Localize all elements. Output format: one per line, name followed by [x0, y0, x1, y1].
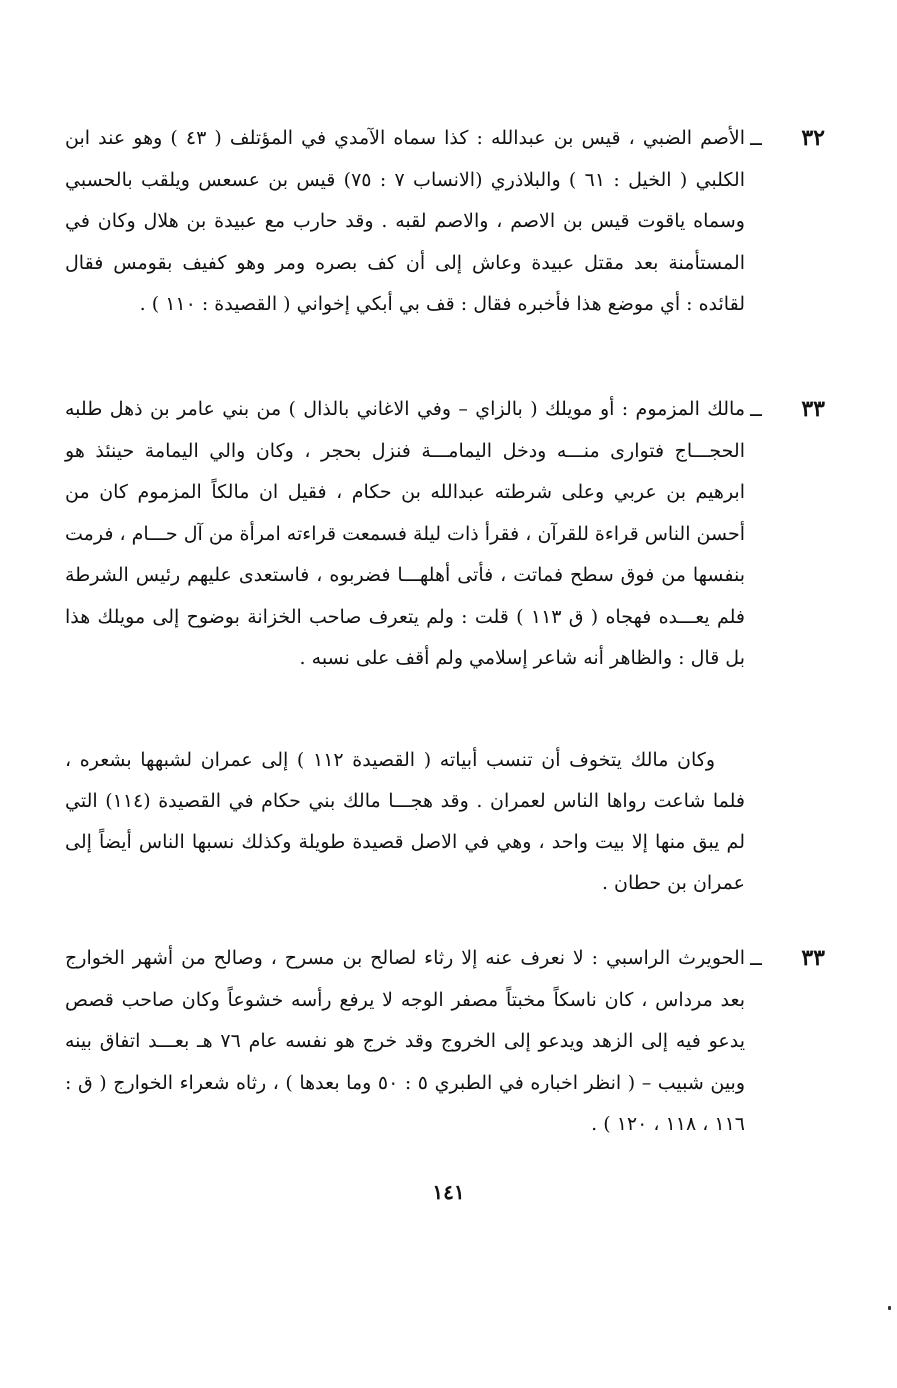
scan-speck — [888, 1306, 891, 1310]
entry-text — [65, 938, 745, 1146]
entry-row — [65, 389, 825, 680]
entry-row — [65, 938, 825, 1146]
page-number: ١٤١ — [432, 1180, 465, 1204]
entry-body: الحويرث الراسبي : لا نعرف عنه إلا رثاء لصالح بن مسرح ، وصالح من أشهر الخوارج بعد مرداس ، كان ناسكاً مخبتاً مصفر الوجه لا يرفع رأسه خشوعاً وكان صاحب قصص يدعو فيه إلى الزهد ويدعو إلى الخروج وقد خرج هو نفسه عام ٧٦ هـ بعـــد اتفاق بينه وبين شبيب – ( انظر اخباره في الطبري ٥ : ٥٠ وما بعدها ) ، رثاه شعراء الخوارج ( ق : ١١٦ ، ١١٨ ، ١٢٠ ) . — [65, 947, 746, 1135]
entry-32 — [65, 118, 825, 326]
entry-33-malik — [65, 389, 825, 680]
commentary-paragraph — [65, 740, 745, 904]
paragraph-body: وكان مالك يتخوف أن تنسب أبياته ( القصيدة ١١٢ ) إلى عمران لشبهها بشعره ، فلما شاعت رواها الناس لعمران . وقد هجـــا مالك بني حكام في القصيدة (١١٤) التي لم يبق منها إلا بيت واحد ، وهي في الاصل قصيدة طويلة وكذلك نسبها الناس أيضاً إلى عمران بن حطان . — [65, 749, 745, 894]
entry-number: ٣٣ — [801, 945, 825, 971]
entry-row — [65, 118, 825, 326]
entry-body: مالك المزموم : أو مويلك ( بالزاي – وفي الاغاني بالذال ) من بني عامر بن ذهل طلبه الحجـــاج فتوارى منـــه ودخل اليمامـــة فنزل بحجر ، وكان والي اليمامة حينئذ هو ابرهيم بن عربي وعلى شرطته عبدالله بن حكام ، فقيل ان مالكاً المزموم كان من أحسن الناس قراءة للقرآن ، فقرأ ذات ليلة فسمعت قراءته امرأة من آل حـــام ، فرمت بنفسها من فوق سطح فماتت ، فأتى أهلهـــا فضربوه ، فاستعدى عليهم رئيس الشرطة فلم يعـــده فهجاه ( ق ١١٣ ) قلت : ولم يتعرف صاحب الخزانة بوضوح إلى مويلك هذا بل قال : والظاهر أنه شاعر إسلامي ولم أقف على نسبه . — [65, 398, 745, 669]
entry-dash: ــ — [750, 946, 762, 970]
entry-number: ٣٢ — [801, 125, 825, 151]
entry-dash: ــ — [750, 397, 762, 421]
entry-text — [65, 118, 745, 326]
entry-text — [65, 389, 745, 680]
entry-33-huwairith — [65, 938, 825, 1146]
entry-body: الأصم الضبي ، قيس بن عبدالله : كذا سماه الآمدي في المؤتلف ( ٤٣ ) وهو عند ابن الكلبي ( الخيل : ٦١ ) والبلاذري (الانساب ٧ : ٧٥) قيس بن عسعس ويلقب بالحسبي وسماه ياقوت قيس بن الاصم ، والاصم لقبه . وقد حارب مع عبيدة بن هلال وكان في المستأمنة بعد مقتل عبيدة وعاش إلى أن كف بصره ومر وهو كفيف بقومس فقال لقائده : أي موضع هذا فأخبره فقال : قف بي أبكي إخواني ( القصيدة : ١١٠ ) . — [65, 127, 746, 315]
entry-number: ٣٣ — [801, 396, 825, 422]
entry-dash: ــ — [750, 126, 762, 150]
